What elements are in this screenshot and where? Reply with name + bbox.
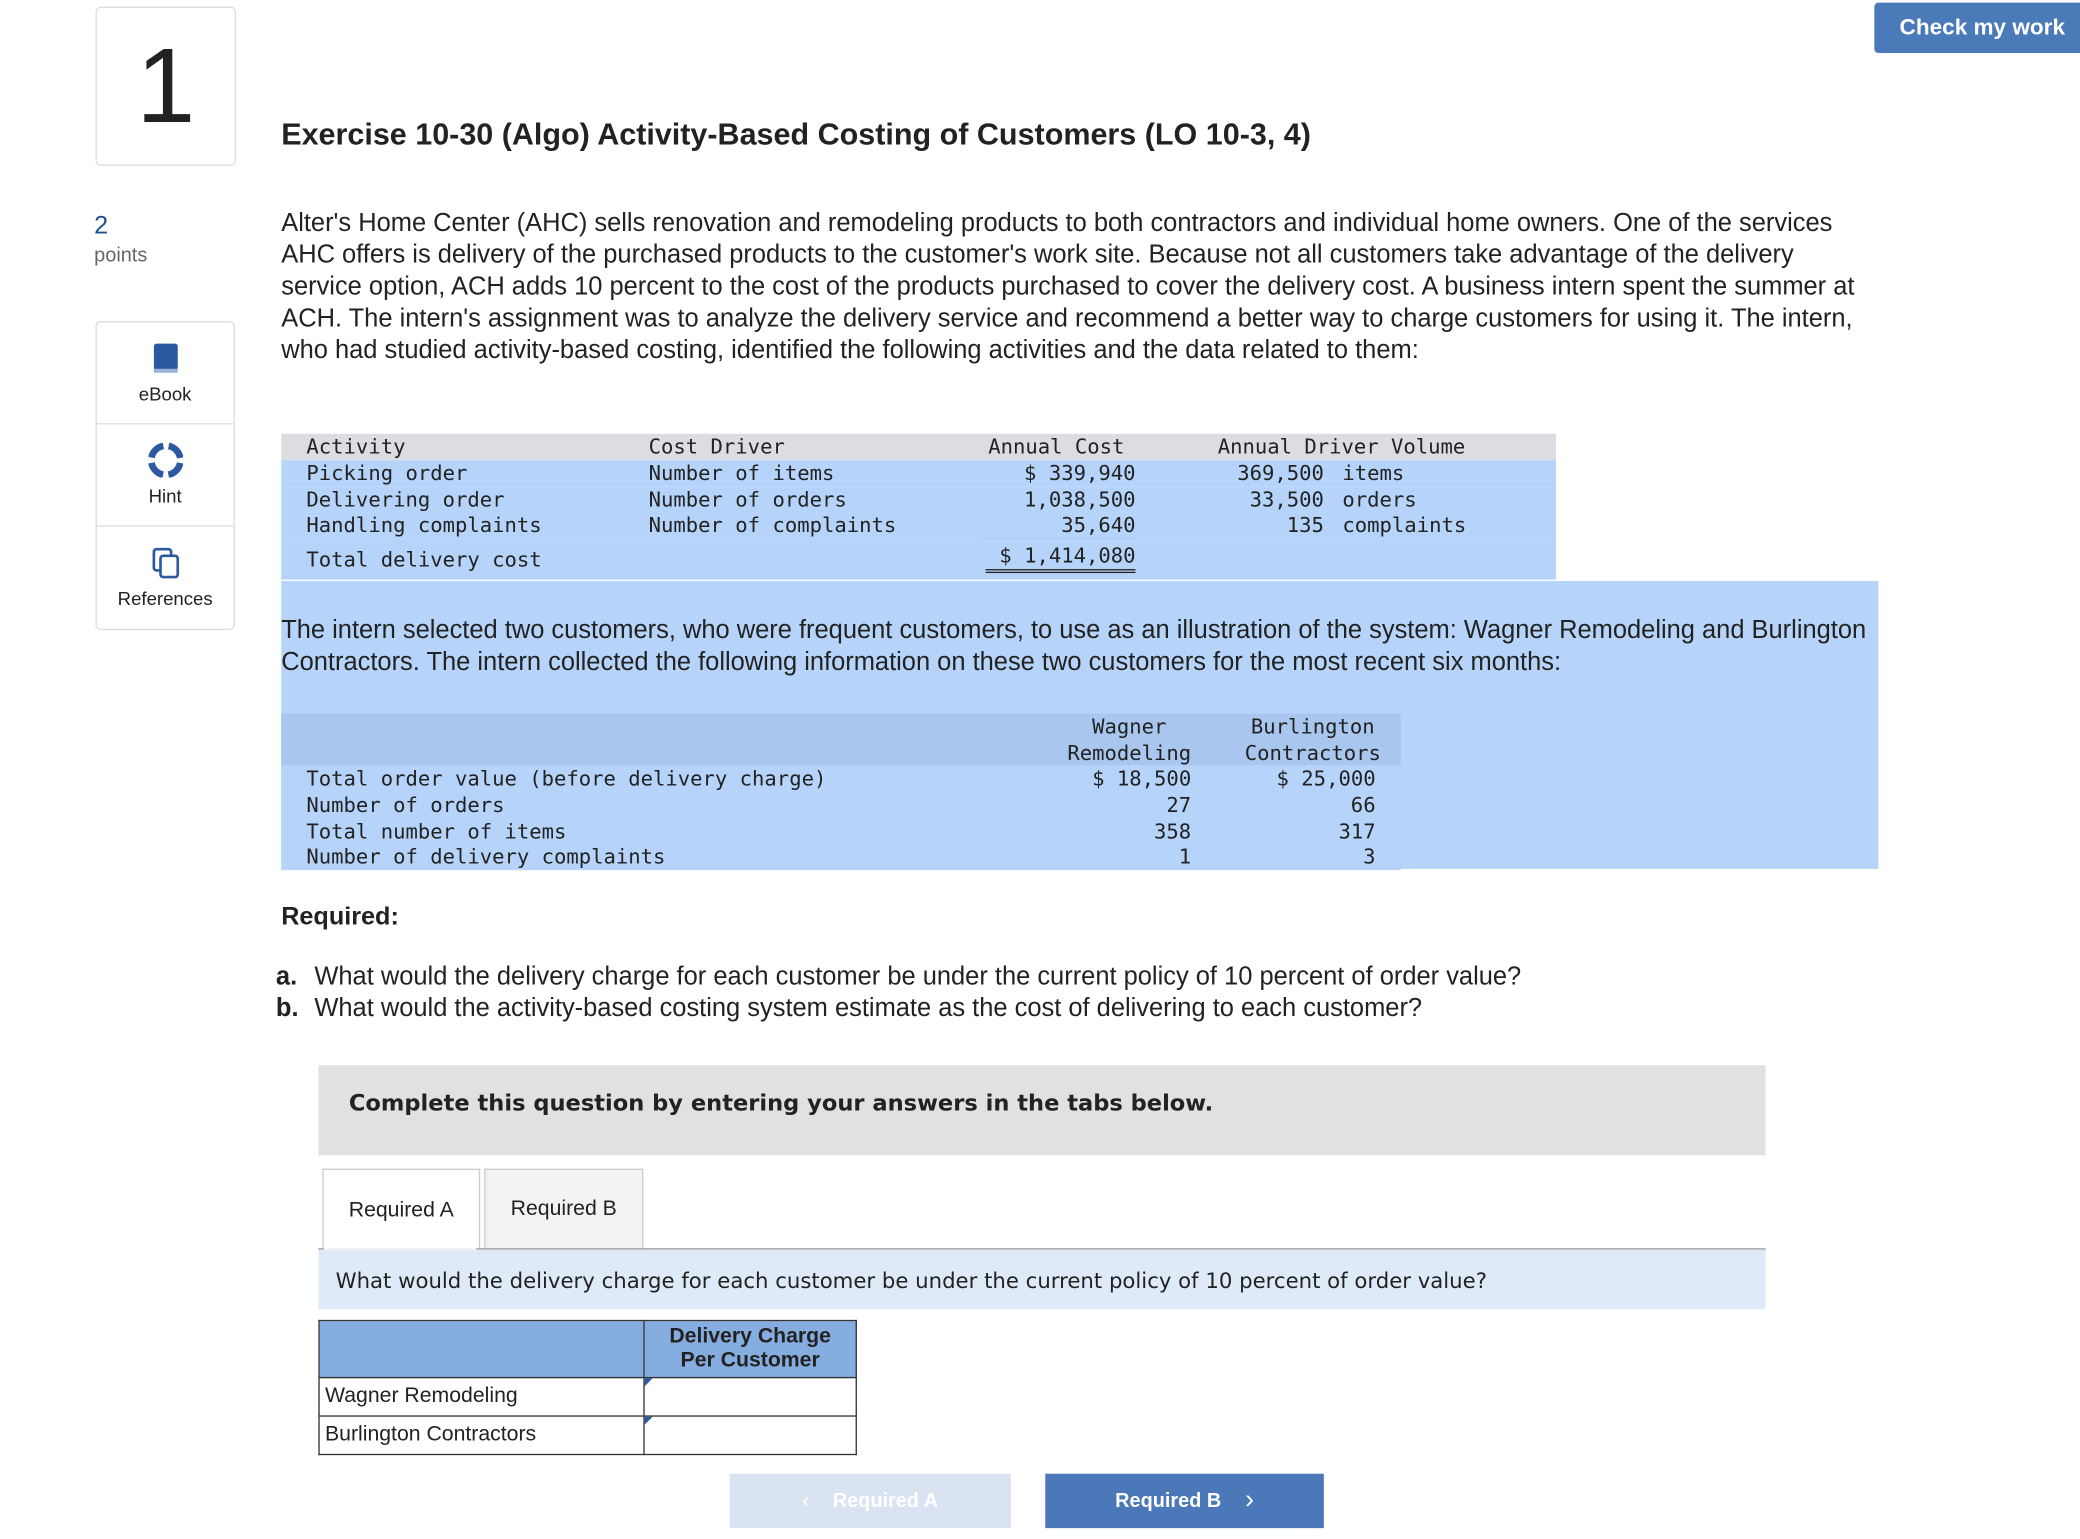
tab-required-a[interactable]: Required A [322,1169,480,1251]
activity-name: Delivering order [306,487,505,512]
prev-required-a-button[interactable]: ‹ Required A [730,1474,1011,1528]
required-heading: Required: [281,903,399,932]
intro-paragraph: Alter's Home Center (AHC) sells renovation and remodeling products to both contractors and individual home owners. One of the services AHC offers is delivery of the purchased products to the customer's work site. Because not all customers take advantage of the delivery service option, ACH adds 10 percent to the cost of the products purchased to cover the delivery cost. A business intern spent the summer at ACH. The intern's assignment was to analyze the delivery service and recommend a better way to charge customers for using it. The intern, who had studied activity-based costing, identified the following activities and the data related to them: [281,209,1855,365]
activity-name: Picking order [306,461,468,486]
activity-name: Handling complaints [306,513,542,538]
lifebuoy-icon [148,443,182,477]
table-header-row [281,714,1401,766]
column-header-wagner: Wagner Remodeling [1067,714,1192,766]
column-header-burlington: Burlington Contractors [1244,714,1381,766]
tab-question-bar [318,1250,1765,1310]
table-header-row [281,434,1556,460]
row-label: Total number of items [306,819,567,844]
resource-sidebar [96,321,235,630]
wagner-delivery-charge-input[interactable] [644,1378,856,1416]
question-number: 1 [96,7,237,166]
wagner-value: 1 [1178,845,1192,870]
chevron-left-icon: ‹ [802,1489,809,1513]
check-my-work-button[interactable]: Check my work [1874,3,2080,53]
sidebar-item-references[interactable] [97,527,234,628]
exercise-title: Exercise 10-30 (Algo) Activity-Based Costing of Customers (LO 10-3, 4) [281,116,1311,152]
sidebar-item-label: eBook [138,383,192,405]
row-label: Burlington Contractors [319,1416,644,1454]
row-label: Total order value (before delivery charge) [306,766,827,791]
sidebar-item-label: References [117,587,213,609]
table-row [281,513,1556,539]
burlington-delivery-charge-input[interactable] [644,1416,856,1454]
burlington-value: $ 25,000 [1276,766,1376,791]
total-value: $ 1,414,080 [986,543,1135,574]
table-row [319,1416,856,1454]
points-value: 2 [94,212,109,241]
cost-driver: Number of complaints [648,513,897,538]
annual-cost: 35,640 [982,513,1136,541]
intro2-paragraph: The intern selected two customers, who were frequent customers, to use as an illustration of the system: Wagner Remodeling and Burlington Contractors. The intern collected the following information on these two customers for the most recent six months: [281,616,1867,677]
column-header: Activity [306,435,406,459]
instructions-box [318,1065,1765,1155]
required-item-a: a. What would the delivery charge for each customer be under the current policy of 10 percent of order value? [275,963,1522,991]
required-item-b: b. What would the activity-based costing system estimate as the cost of delivering to each customer? [275,994,1423,1023]
column-header: Annual Driver Volume [1217,435,1466,459]
sidebar-item-label: Hint [148,485,182,507]
table-header-row [319,1321,856,1378]
input-marker-icon [645,1417,653,1425]
table-row [281,818,1401,844]
chevron-right-icon: › [1245,1485,1254,1515]
driver-volume: 369,500 [1237,461,1324,486]
table-row [281,486,1556,512]
total-label: Total delivery cost [306,548,542,572]
required-list [276,962,1521,1026]
tab-question-text: What would the delivery charge for each customer be under the current policy of 10 percent of order value? [335,1268,1487,1294]
burlington-value: 66 [1350,792,1376,817]
tab-required-b[interactable]: Required B [484,1169,643,1250]
burlington-value: 3 [1363,845,1376,870]
annual-cost: $ 339,940 [1024,461,1136,486]
row-label: Number of delivery complaints [306,845,666,870]
cost-driver: Number of items [648,461,835,486]
annual-cost: 1,038,500 [1024,487,1136,512]
table-row [319,1378,856,1416]
driver-volume: 135 [1286,513,1324,538]
table-total-row [281,539,1556,580]
driver-volume: 33,500 [1249,487,1324,512]
input-marker-icon [645,1378,653,1386]
column-header: Cost Driver [648,435,785,459]
points-label: points [94,244,148,267]
wagner-value: $ 18,500 [1092,766,1192,791]
empty-header-cell [319,1321,644,1378]
row-label: Wagner Remodeling [319,1378,644,1416]
table-row [281,844,1401,870]
sidebar-item-hint[interactable] [97,424,234,526]
driver-unit: complaints [1342,513,1467,538]
table-row [281,765,1401,791]
burlington-value: 317 [1338,819,1376,844]
table-row [281,460,1556,486]
table-row [281,792,1401,818]
instructions-text: Complete this question by entering your answers in the tabs below. [348,1090,1214,1117]
customers-table [281,714,1401,871]
wagner-value: 358 [1154,819,1192,844]
column-header: Delivery Charge Per Customer [644,1321,856,1378]
driver-unit: orders [1342,487,1417,512]
sidebar-item-ebook[interactable] [97,322,234,424]
cost-driver: Number of orders [648,487,847,512]
next-required-b-button[interactable]: Required B › [1045,1474,1324,1528]
wagner-value: 27 [1166,792,1192,817]
answer-table [318,1320,857,1455]
column-header: Annual Cost [988,435,1125,459]
driver-unit: items [1342,461,1405,486]
book-icon [148,341,182,375]
copy-icon [148,545,182,579]
row-label: Number of orders [306,792,505,817]
activities-table [281,434,1556,580]
